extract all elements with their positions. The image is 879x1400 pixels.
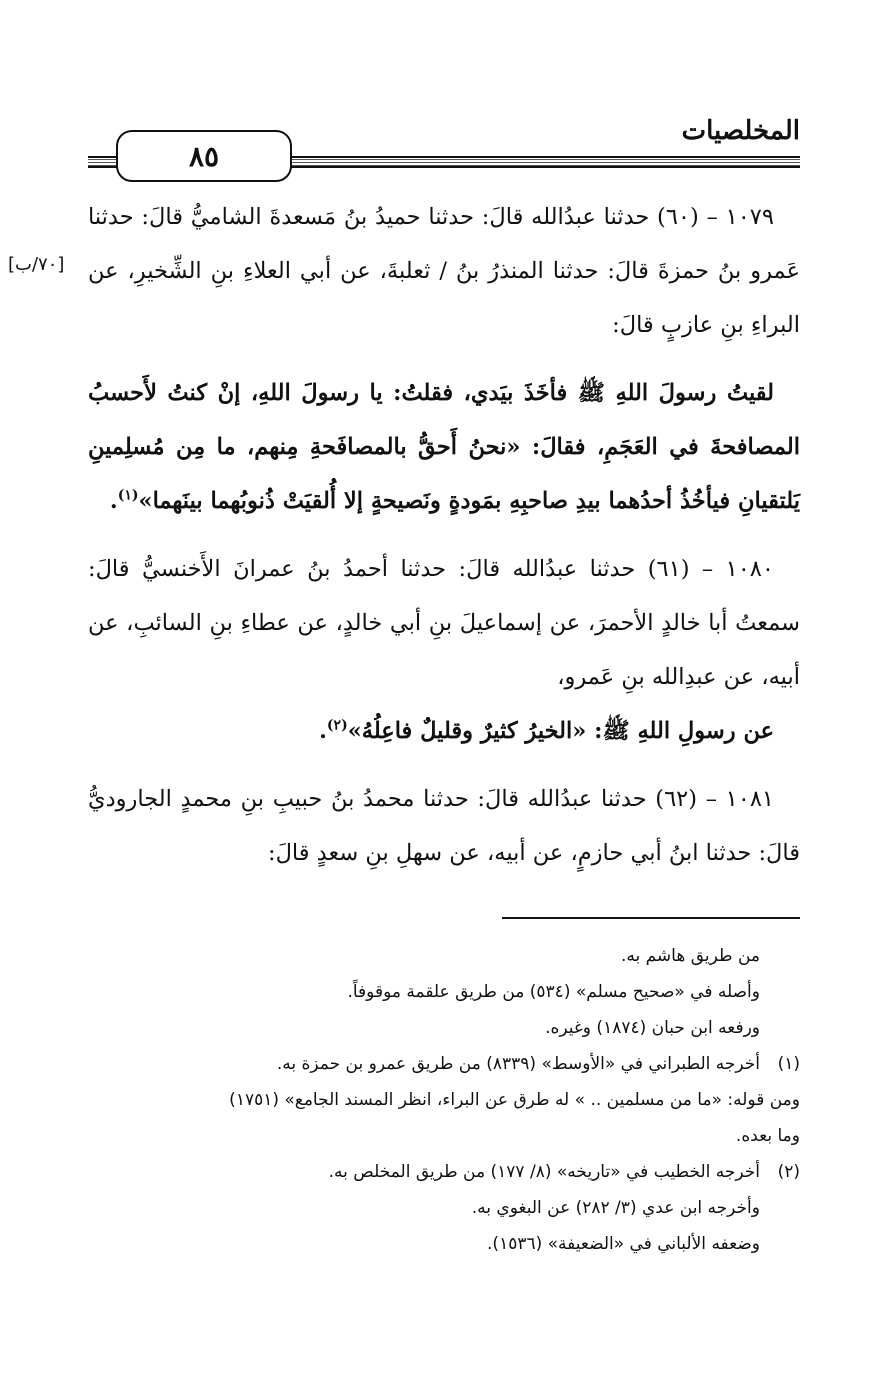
hadith-1081-isnad: ١٠٨١ – (٦٢) حدثنا عبدُالله قالَ: حدثنا محمدُ بنُ حبيبِ بنِ محمدٍ الجاروديُّ قالَ: حدثنا ابنُ أبي حازمٍ، عن أبيه، عن سهلِ بنِ سعدٍ قالَ: bbox=[88, 786, 800, 866]
footnote-ref-1: (١) bbox=[117, 487, 139, 504]
footnote-line: وأخرجه ابن عدي (٣/ ٢٨٢) عن البغوي به. bbox=[471, 1198, 760, 1218]
hadith-1080-text: عن رسولِ اللهِ ﷺ: «الخيرُ كثيرٌ وقليلٌ فاعِلُهُ» bbox=[347, 718, 774, 744]
main-text bbox=[88, 190, 800, 880]
footnotes bbox=[88, 938, 800, 1262]
hadith-1079-text: لقيتُ رسولَ اللهِ ﷺ فأخَذَ بيَدي، فقلتُ: يا رسولَ اللهِ، إنْ كنتُ لأَحسبُ المصافحةَ في العَجَمِ، فقالَ: «نحنُ أَحقُّ بالمصافَحةِ مِنهم، ما مِن مُسلِمينِ يَلتقيانِ فيأخُذُ أحدُهما بيدِ صاحبِهِ بمَودةٍ ونَصيحةٍ إلا أُلقيَتْ ذُنوبُهما بينَهما» bbox=[88, 380, 800, 514]
page-number: ٨٥ bbox=[116, 130, 292, 182]
hadith-1080-matn: عن رسولِ اللهِ ﷺ: «الخيرُ كثيرٌ وقليلٌ فاعِلُهُ»$^{(٢)}$. bbox=[319, 717, 774, 744]
footnote-2 bbox=[88, 1154, 800, 1190]
footnote-separator bbox=[502, 917, 800, 919]
hadith-1080-isnad: ١٠٨٠ – (٦١) حدثنا عبدُالله قالَ: حدثنا أحمدُ بنُ عمرانَ الأَخنسيُّ قالَ: سمعتُ أبا خالدٍ الأحمرَ، عن إسماعيلَ بنِ أبي خالدٍ، عن عطاءِ بنِ السائبِ، عن أبيه، عن عبدِالله بنِ عَمرو، bbox=[88, 556, 800, 690]
hadith-1079-isnad: ١٠٧٩ – (٦٠) حدثنا عبدُالله قالَ: حدثنا حميدُ بنُ مَسعدةَ الشاميُّ قالَ: حدثنا عَمرو بنُ حمزةَ قالَ: حدثنا المنذرُ بنُ / ثعلبةَ، عن أبي العلاءِ بنِ الشِّخيرِ، عن البراءِ بنِ عازبٍ قالَ: bbox=[88, 204, 800, 338]
footnote-line: وأصله في «صحيح مسلم» (٥٣٤) من طريق علقمة موقوفاً. bbox=[347, 982, 760, 1002]
footnote-line: وما بعده. bbox=[735, 1126, 800, 1146]
running-title: المخلصيات bbox=[681, 116, 800, 146]
footnote-line: ورفعه ابن حبان (١٨٧٤) وغيره. bbox=[545, 1018, 760, 1038]
footnote-text: أخرجه الطبراني في «الأوسط» (٨٣٣٩) من طريق عمرو بن حمزة به. bbox=[276, 1054, 760, 1074]
hadith-1079-matn: لقيتُ رسولَ اللهِ ﷺ فأخَذَ بيَدي، فقلتُ: يا رسولَ اللهِ، إنْ كنتُ لأَحسبُ المصافحةَ في العَجَمِ، فقالَ: «نحنُ أَحقُّ بالمصافَحةِ مِنهم، ما مِن مُسلِمينِ يَلتقيانِ فيأخُذُ أحدُهما بيدِ صاحبِهِ بمَودةٍ ونَصيحةٍ إلا أُلقيَتْ ذُنوبُهما بينَهما»$^{(١)}$. bbox=[88, 380, 800, 514]
footnote-line: من طريق هاشم به. bbox=[620, 946, 760, 966]
footnote-number: (٢) bbox=[777, 1162, 800, 1182]
margin-note: [٧٠/ب] bbox=[8, 254, 65, 275]
footnote-1 bbox=[88, 1046, 800, 1082]
page-header bbox=[88, 110, 800, 180]
footnote-line: ومن قوله: «ما من مسلمين .. » له طرق عن البراء، انظر المسند الجامع» (١٧٥١) bbox=[229, 1090, 800, 1110]
footnote-ref-2: (٢) bbox=[326, 717, 348, 734]
footnote-line: وضعفه الألباني في «الضعيفة» (١٥٣٦). bbox=[487, 1234, 760, 1254]
footnote-number: (١) bbox=[777, 1054, 800, 1074]
footnote-text: أخرجه الخطيب في «تاريخه» (٨/ ١٧٧) من طريق المخلص به. bbox=[328, 1162, 760, 1182]
